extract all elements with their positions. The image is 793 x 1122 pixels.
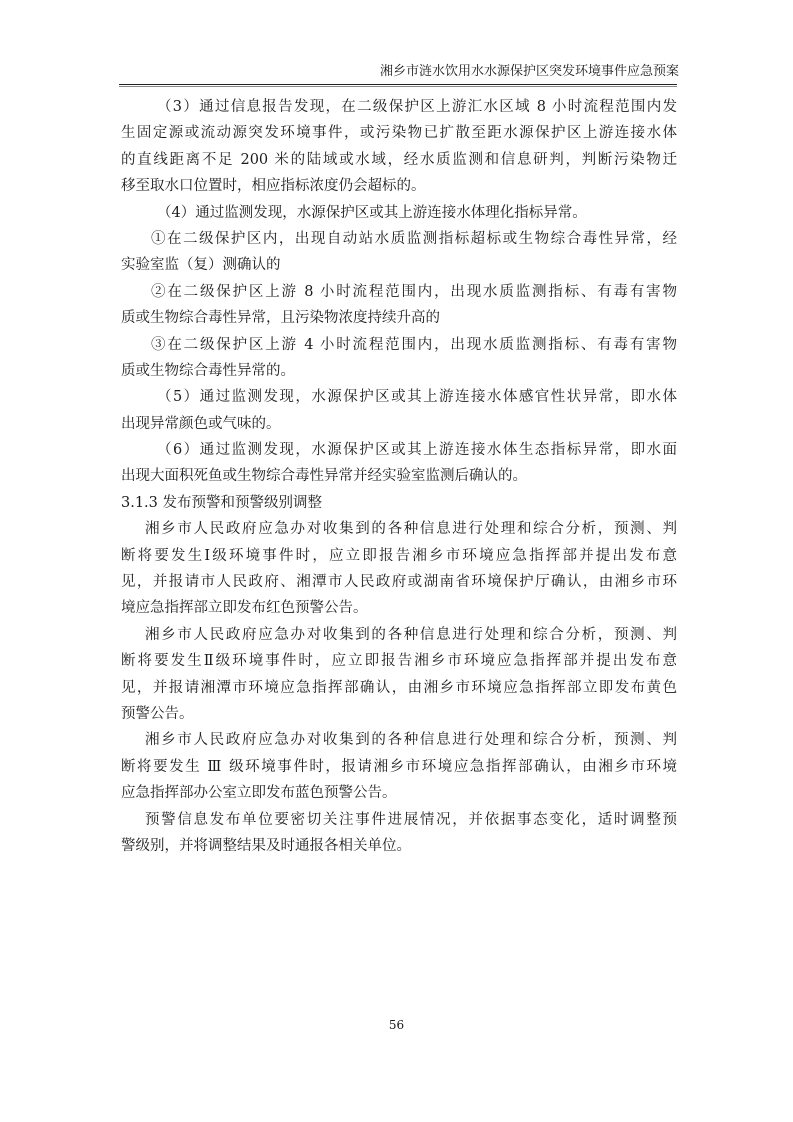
paragraph-line: 预警公告。 (121, 705, 194, 722)
paragraph-line: （4）通过监测发现，水源保护区或其上游连接水体理化指标异常。 (157, 204, 587, 221)
paragraph-line: 见，并报请湘潭市环境应急指挥部确认，由湘乡市环境应急指挥部立即发布黄色 (121, 679, 677, 696)
paragraph-line: 湘乡市人民政府应急办对收集到的各种信息进行处理和综合分析，预测、判 (145, 732, 677, 749)
section-heading: 3.1.3 发布预警和预警级别调整 (121, 494, 323, 511)
paragraph-line: 出现大面积死鱼或生物综合毒性异常并经实验室监测后确认的。 (121, 468, 527, 485)
header-rule-thin (119, 86, 677, 87)
paragraph-line: 出现异常颜色或气味的。 (121, 415, 281, 432)
paragraph-line: 预警信息发布单位要密切关注事件进展情况，并依据事态变化，适时调整预 (145, 811, 677, 828)
paragraph-line: 应急指挥部办公室立即发布蓝色预警公告。 (121, 785, 397, 802)
paragraph-line: 断将要发生Ⅱ级环境事件时，应立即报告湘乡市环境应急指挥部并提出发布意 (121, 653, 677, 670)
body-text (121, 94, 677, 859)
paragraph-line: 湘乡市人民政府应急办对收集到的各种信息进行处理和综合分析，预测、判 (145, 521, 677, 538)
paragraph-line: 质或生物综合毒性异常，且污染物浓度持续升高的 (121, 310, 440, 327)
paragraph-line: ③在二级保护区上游 4 小时流程范围内，出现水质监测指标、有毒有害物 (151, 336, 677, 353)
paragraph-line: 生固定源或流动源突发环境事件，或污染物已扩散至距水源保护区上游连接水体 (121, 125, 677, 142)
page-number: 56 (388, 1018, 405, 1032)
header-title: 湘乡市涟水饮用水水源保护区突发环境事件应急预案 (379, 64, 679, 79)
paragraph-line: 警级别，并将调整结果及时通报各相关单位。 (121, 837, 411, 854)
paragraph-line: 见，并报请市人民政府、湘潭市人民政府或湖南省环境保护厅确认，由湘乡市环 (121, 574, 677, 591)
paragraph-line: 实验室监（复）测确认的 (121, 257, 281, 274)
paragraph-line: ①在二级保护区内，出现自动站水质监测指标超标或生物综合毒性异常，经 (151, 230, 677, 247)
paragraph-line: ②在二级保护区上游 8 小时流程范围内，出现水质监测指标、有毒有害物 (151, 283, 677, 300)
paragraph-line: （3）通过信息报告发现，在二级保护区上游汇水区域 8 小时流程范围内发 (157, 99, 677, 115)
paragraph-line: 境应急指挥部立即发布红色预警公告。 (121, 600, 368, 617)
paragraph-line: 湘乡市人民政府应急办对收集到的各种信息进行处理和综合分析，预测、判 (145, 626, 677, 643)
paragraph-line: 断将要发生 Ⅲ 级环境事件时，报请湘乡市环境应急指挥部确认，由湘乡市环境 (121, 758, 677, 775)
paragraph-line: 移至取水口位置时，相应指标浓度仍会超标的。 (121, 178, 426, 195)
header-rule (119, 84, 677, 85)
paragraph-line: 质或生物综合毒性异常的。 (121, 362, 295, 379)
paragraph-line: 断将要发生Ⅰ级环境事件时，应立即报告湘乡市环境应急指挥部并提出发布意 (121, 547, 677, 564)
paragraph-line: 的直线距离不足 200 米的陆域或水域，经水质监测和信息研判，判断污染物迁 (121, 151, 677, 168)
paragraph-line: （5）通过监测发现，水源保护区或其上游连接水体感官性状异常，即水体 (157, 389, 677, 406)
paragraph-line: （6）通过监测发现，水源保护区或其上游连接水体生态指标异常，即水面 (157, 442, 677, 459)
